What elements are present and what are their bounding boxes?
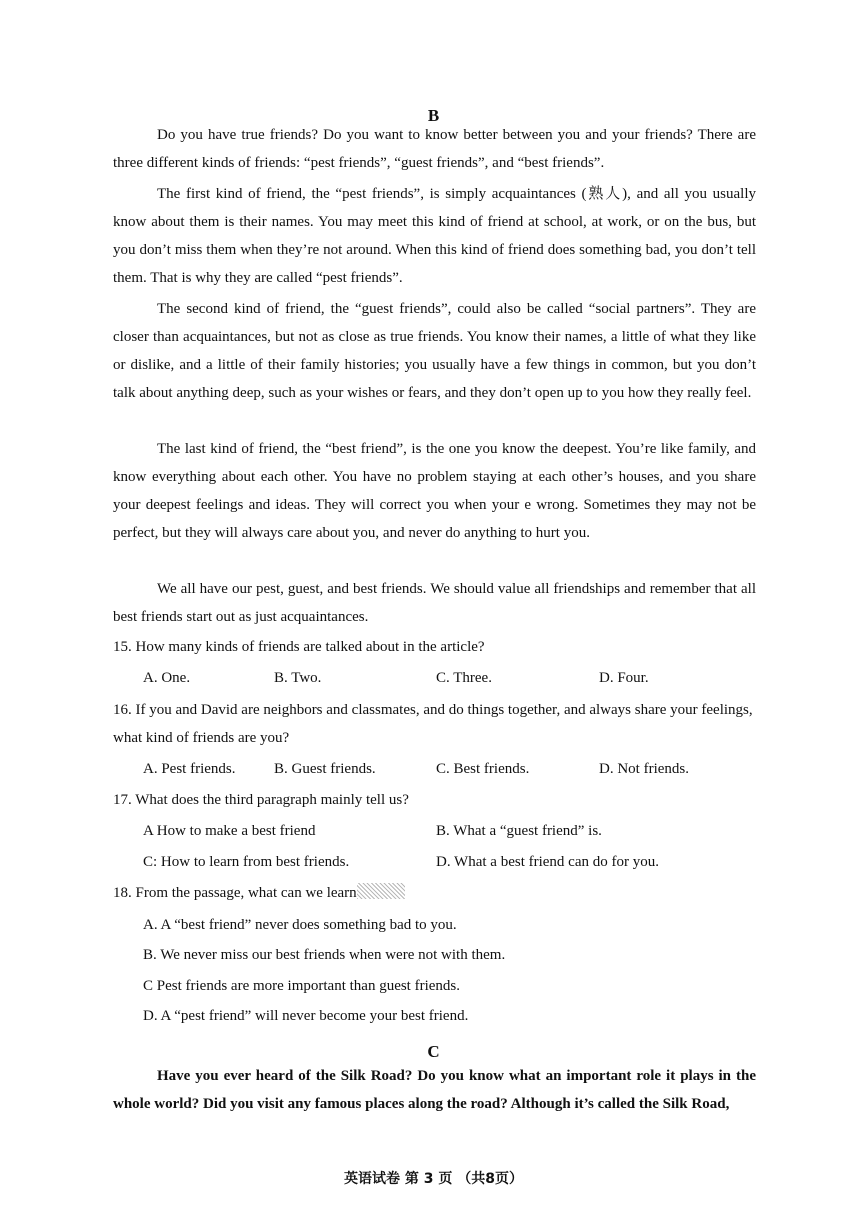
q18-option-b[interactable]: B. We never miss our best friends when were not with them. <box>143 947 506 963</box>
section-b-heading: B <box>427 106 440 125</box>
q18-option-a[interactable]: A. A “best friend” never does something bad to you. <box>143 917 457 933</box>
q16-option-a[interactable]: A. Pest friends. <box>143 761 236 777</box>
passage-c-paragraph-1: Have you ever heard of the Silk Road? Do you know what an important role it plays in the whole world? Did you visit any famous places along the road? Although it’s called the Silk Road, <box>113 1068 756 1112</box>
question-16-stem: 16. If you and David are neighbors and classmates, and do things together, and always share your feelings, what kind of friends are you? <box>113 702 753 746</box>
passage-b-paragraph-4: The last kind of friend, the “best friend”, is the one you know the deepest. You’re like family, and know everything about each other. You have no problem staying at each other’s houses, and you share your deepest feelings and ideas. They will correct you when your e wrong. Sometimes they may not be perfect, but they will always care about you, and never do anything to hurt you. <box>113 441 756 541</box>
q15-option-d[interactable]: D. Four. <box>599 670 649 686</box>
page-footer: 英语试卷 第 3 页 （共8页） <box>344 1171 523 1187</box>
q16-option-b[interactable]: B. Guest friends. <box>274 761 376 777</box>
q17-option-c[interactable]: C: How to learn from best friends. <box>143 854 350 870</box>
passage-b-paragraph-3: The second kind of friend, the “guest friends”, could also be called “social partners”. They are closer than acquaintances, but not as close as true friends. You know their names, a little of what they like or dislike, and a little of their family histories; you usually have a few things in common, but you don’t talk about anything deep, such as your wishes or fears, and they don’t open up to you how they really feel. <box>113 301 756 401</box>
passage-b-paragraph-2: The first kind of friend, the “pest friends”, is simply acquaintances (熟人), and all you usually know about them is their names. You may meet this kind of friend at school, at work, or on the bus, but you don’t miss them when they’re not around. When this kind of friend does something bad, you don’t tell them. That is why they are called “pest friends”. <box>113 186 756 286</box>
q16-option-c[interactable]: C. Best friends. <box>436 761 530 777</box>
q15-option-c[interactable]: C. Three. <box>436 670 492 686</box>
q15-option-b[interactable]: B. Two. <box>274 670 322 686</box>
q17-option-b[interactable]: B. What a “guest friend” is. <box>436 823 602 839</box>
q17-option-d[interactable]: D. What a best friend can do for you. <box>436 854 659 870</box>
question-18-stem <box>113 879 756 907</box>
q18-option-c[interactable]: C Pest friends are more important than guest friends. <box>143 978 461 994</box>
question-18-text: 18. From the passage, what can we learn <box>113 885 357 901</box>
q15-option-a[interactable]: A. One. <box>143 670 191 686</box>
question-17-stem: 17. What does the third paragraph mainly tell us? <box>113 792 409 808</box>
passage-b-paragraph-5: We all have our pest, guest, and best friends. We should value all friendships and remember that all best friends start out as just acquaintances. <box>113 581 756 625</box>
section-c-heading: C <box>427 1042 440 1061</box>
question-15-stem: 15. How many kinds of friends are talked about in the article? <box>113 639 485 655</box>
q16-option-d[interactable]: D. Not friends. <box>599 761 689 777</box>
passage-b-paragraph-1: Do you have true friends? Do you want to know better between you and your friends? There are three different kinds of friends: “pest friends”, “guest friends”, and “best friends”. <box>113 127 756 171</box>
q17-option-a[interactable]: A How to make a best friend <box>143 823 316 839</box>
q18-option-d[interactable]: D. A “pest friend” will never become your best friend. <box>143 1008 469 1024</box>
scan-smudge <box>357 883 405 899</box>
